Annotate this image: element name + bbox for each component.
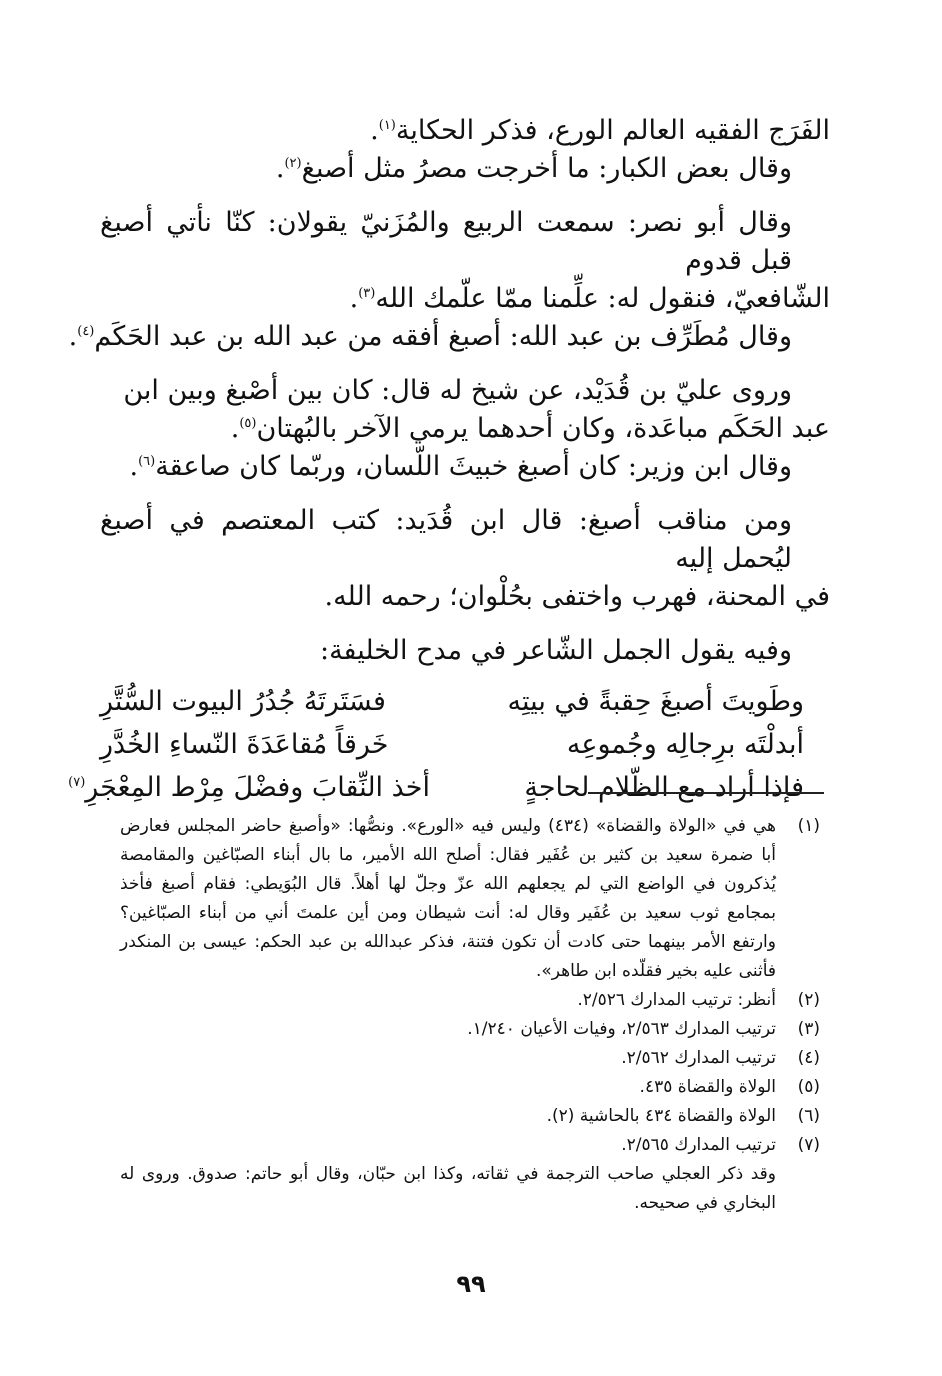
footnote	[120, 1073, 820, 1102]
text-line: وقال بعض الكبار: ما أخرجت مصرُ مثل أصبغ$^{(٢)}$.	[275, 153, 792, 184]
footnote-number: (١)	[797, 816, 820, 836]
footnote-text: ترتيب المدارك ٢/٥٦٣، وفيات الأعيان ١/٢٤٠.	[467, 1019, 776, 1039]
footnote-marker: (٦)	[138, 454, 156, 469]
poem-verse	[100, 680, 830, 723]
footnote-text: ترتيب المدارك ٢/٥٦٢.	[621, 1048, 776, 1068]
footnote-marker: (٧)	[68, 775, 86, 790]
footnote	[120, 1044, 820, 1073]
footnote-marker: (٢)	[284, 156, 302, 171]
footnote-divider	[588, 792, 824, 794]
poem-verse	[68, 766, 830, 809]
verse-first-half: فإذا أراد مع الظّلام لحاجةٍ	[524, 772, 804, 803]
footnote-number: (٦)	[797, 1106, 820, 1126]
main-text	[68, 112, 830, 809]
footnotes	[120, 812, 820, 1218]
text-line: في المحنة، فهرب واختفى بحُلْوان؛ رحمه الله.	[324, 581, 830, 612]
footnote-number: (٥)	[797, 1077, 820, 1097]
footnote-number: (٢)	[797, 990, 820, 1010]
footnote	[120, 1131, 820, 1160]
poem	[68, 680, 830, 809]
footnote-marker: (٣)	[358, 286, 376, 301]
footnote-marker: (٤)	[77, 324, 95, 339]
text-line: ومن مناقب أصبغ: قال ابن قُدَيد: كتب المعتصم في أصبغ ليُحمل إليه	[100, 505, 792, 574]
footnote-text: ترتيب المدارك ٢/٥٦٥.	[621, 1135, 776, 1155]
verse-first-half: وطَويتَ أصبغَ حِقبةً في بيتِه	[507, 686, 804, 717]
footnote-text: أنظر: ترتيب المدارك ٢/٥٢٦.	[577, 990, 776, 1010]
page-number: ٩٩	[456, 1270, 486, 1298]
verse-second-half: فسَتَرتَهُ جُدُرُ البيوت السُّتَّرِ	[100, 686, 386, 717]
text-line: وفيه يقول الجمل الشّاعر في مدح الخليفة:	[319, 635, 792, 666]
text-line: وقال مُطَرِّف بن عبد الله: أصبغ أفقه من عبد الله بن عبد الحَكَم$^{(٤)}$.	[68, 321, 792, 352]
footnote	[120, 986, 820, 1015]
footnote-continuation: وقد ذكر العجلي صاحب الترجمة في ثقاته، وكذا ابن حبّان، وقال أبو حاتم: صدوق. وروى له البخاري في صحيحه.	[120, 1164, 776, 1213]
text-line: وقال ابن وزير: كان أصبغ خبيثَ اللّسان، وربّما كان صاعقة$^{(٦)}$.	[129, 451, 792, 482]
poem-verse	[100, 723, 830, 766]
verse-second-half: خَرقاً مُقاعَدَةَ النّساءِ الخُدَّرِ	[100, 729, 389, 760]
text-line: الفَرَج الفقيه العالم الورع، فذكر الحكاية$^{(١)}$.	[370, 115, 830, 146]
text-line: وروى عليّ بن قُدَيْد، عن شيخ له قال: كان بين أصْبغ وبين ابن	[123, 375, 792, 406]
footnote-number: (٣)	[797, 1019, 820, 1039]
footnote-text: هي في «الولاة والقضاة» (٤٣٤) وليس فيه «الورع». ونصُّها: «وأصبغ حاضر المجلس فعارض أبا ضمرة سعيد بن كثير بن عُفَير فقال: أصلح الله الأمير، ما بال أبناء الصبّاغين والمقامصة يُذكرون في الواضع التي لم يجعلهم الله عزّ وجلّ لها أهلاً. قال البُوَيطي: فقام أصبغ فأخذ بمجامع ثوب سعيد بن عُفَير وقال له: أنت شيطان ومن أين علمتَ أني من أبناء الصبّاغين؟ وارتفع الأمر بينهما حتى كادت أن تكون فتنة، فذكر عبدالله بن عبد الحكم: عيسى بن المنكدر فأثنى عليه بخير فقلّده ابن طاهر».	[120, 816, 776, 981]
text-line: وقال أبو نصر: سمعت الربيع والمُزَنيّ يقولان: كنّا نأتي أصبغ قبل قدوم	[100, 207, 792, 276]
footnote-number: (٧)	[797, 1135, 820, 1155]
footnote	[120, 812, 820, 986]
footnote	[120, 1015, 820, 1044]
verse-second-half: أخذ النِّقابَ وفضْلَ مِرْط المِعْجَرِ$^{(٧)}$	[68, 772, 430, 803]
text-line: الشّافعيّ، فنقول له: علِّمنا ممّا علّمك الله$^{(٣)}$.	[349, 283, 830, 314]
footnote-marker: (١)	[378, 118, 396, 133]
footnote-text: الولاة والقضاة ٤٣٥.	[639, 1077, 776, 1097]
verse-first-half: أبدلْتَه برِجالِه وجُموعِه	[566, 729, 804, 760]
text-line: عبد الحَكَم مباعَدة، وكان أحدهما يرمي الآخر بالبُهتان$^{(٥)}$.	[230, 413, 830, 444]
footnote	[120, 1102, 820, 1131]
footnote-text: الولاة والقضاة ٤٣٤ بالحاشية (٢).	[546, 1106, 776, 1126]
footnote-number: (٤)	[797, 1048, 820, 1068]
footnote-marker: (٥)	[239, 416, 257, 431]
